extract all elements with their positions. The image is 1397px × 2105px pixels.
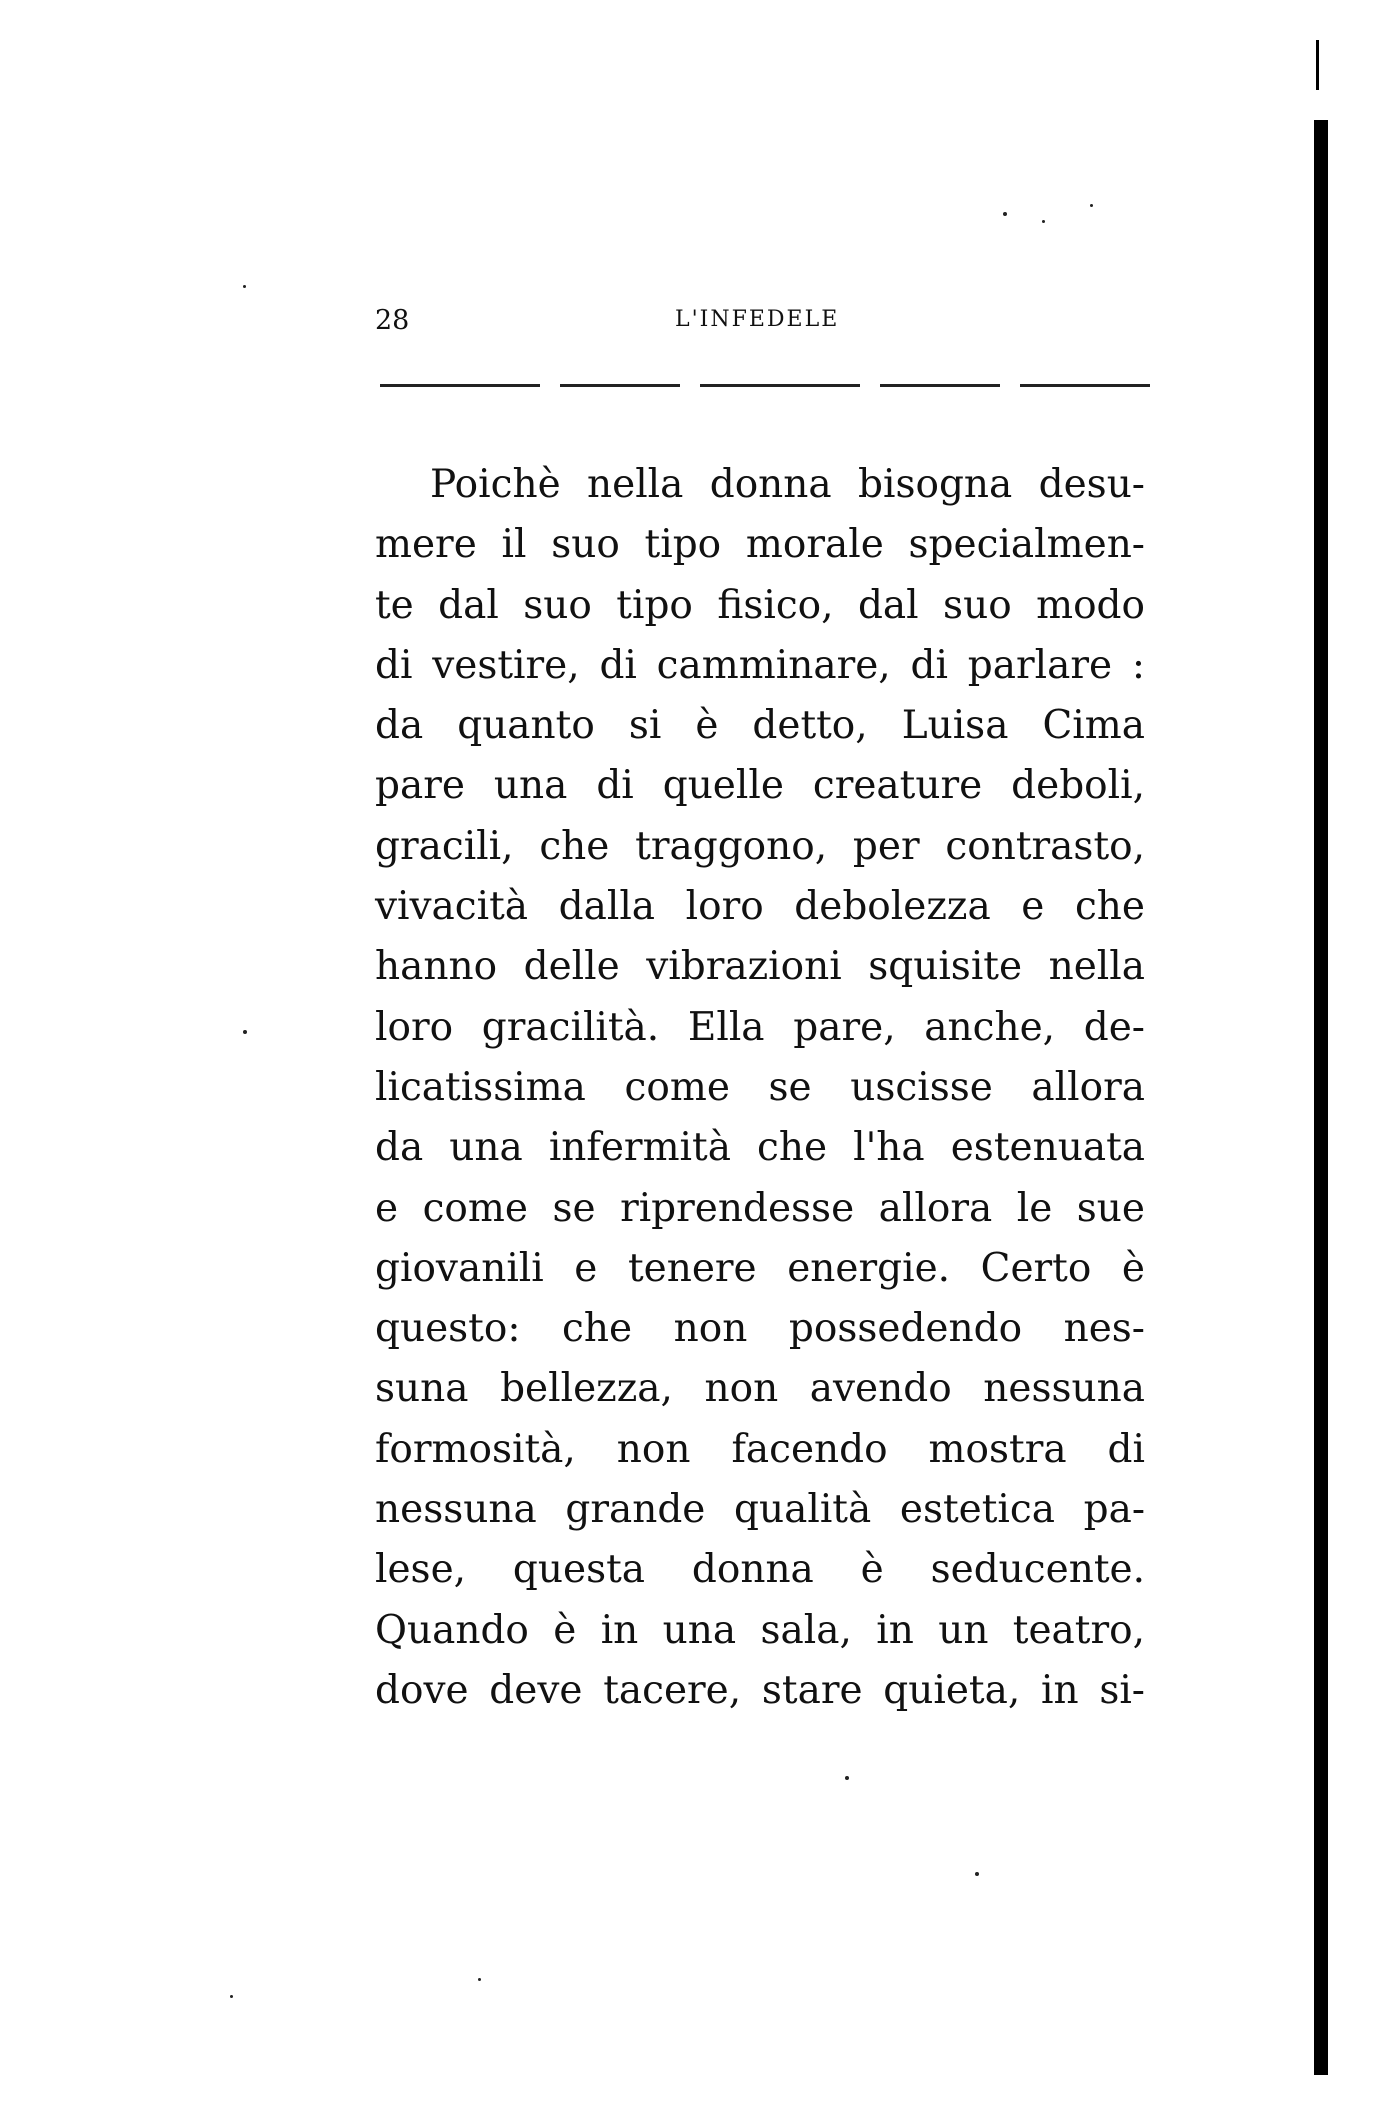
- text-line: da quanto si è detto, Luisa Cima: [375, 703, 1145, 749]
- text-line: Poichè nella donna bisogna desu-: [430, 462, 1145, 507]
- page-edge-shadow: [1314, 120, 1328, 2075]
- print-speck: [975, 1872, 979, 1876]
- text-line: di vestire, di camminare, di parlare :: [375, 642, 1145, 688]
- print-speck: [243, 285, 246, 288]
- text-line: Quando è in una sala, in un teatro,: [375, 1607, 1145, 1653]
- text-line: suna bellezza, non avendo nessuna: [375, 1366, 1145, 1412]
- page-number: 28: [375, 305, 410, 336]
- text-line: e come se riprendesse allora le sue: [375, 1185, 1145, 1231]
- print-speck: [478, 1978, 481, 1981]
- text-line: da una infermità che l'ha estenuata: [375, 1125, 1145, 1171]
- print-speck: [230, 1995, 233, 1998]
- text-line: giovanili e tenere energie. Certo è: [375, 1245, 1145, 1291]
- page-header: [375, 305, 1145, 355]
- text-line: te dal suo tipo fisico, dal suo modo: [375, 582, 1145, 628]
- text-line: dove deve tacere, stare quieta, in si-: [375, 1667, 1145, 1713]
- print-speck: [1003, 212, 1007, 216]
- text-line: vivacità dalla loro debolezza e che: [375, 884, 1145, 930]
- print-speck: [1042, 220, 1045, 223]
- text-line: hanno delle vibrazioni squisite nella: [375, 944, 1145, 990]
- running-title: L'INFEDELE: [675, 307, 840, 332]
- text-line: formosità, non facendo mostra di: [375, 1426, 1145, 1472]
- body-paragraph: [375, 455, 1145, 1721]
- print-speck: [243, 1030, 247, 1034]
- print-speck: [1090, 204, 1093, 207]
- text-line: lese, questa donna è seducente.: [375, 1547, 1145, 1593]
- header-rule: [380, 384, 1150, 387]
- text-line: gracili, che traggono, per contrasto,: [375, 823, 1145, 869]
- text-line: questo: che non possedendo nes-: [375, 1306, 1145, 1352]
- page-edge-shadow-top: [1316, 40, 1319, 90]
- text-line: licatissima come se uscisse allora: [375, 1064, 1145, 1110]
- print-speck: [845, 1776, 849, 1780]
- text-line: loro gracilità. Ella pare, anche, de-: [375, 1004, 1145, 1050]
- text-line: nessuna grande qualità estetica pa-: [375, 1487, 1145, 1533]
- text-line: pare una di quelle creature deboli,: [375, 763, 1145, 809]
- text-line: mere il suo tipo morale specialmen-: [375, 522, 1145, 568]
